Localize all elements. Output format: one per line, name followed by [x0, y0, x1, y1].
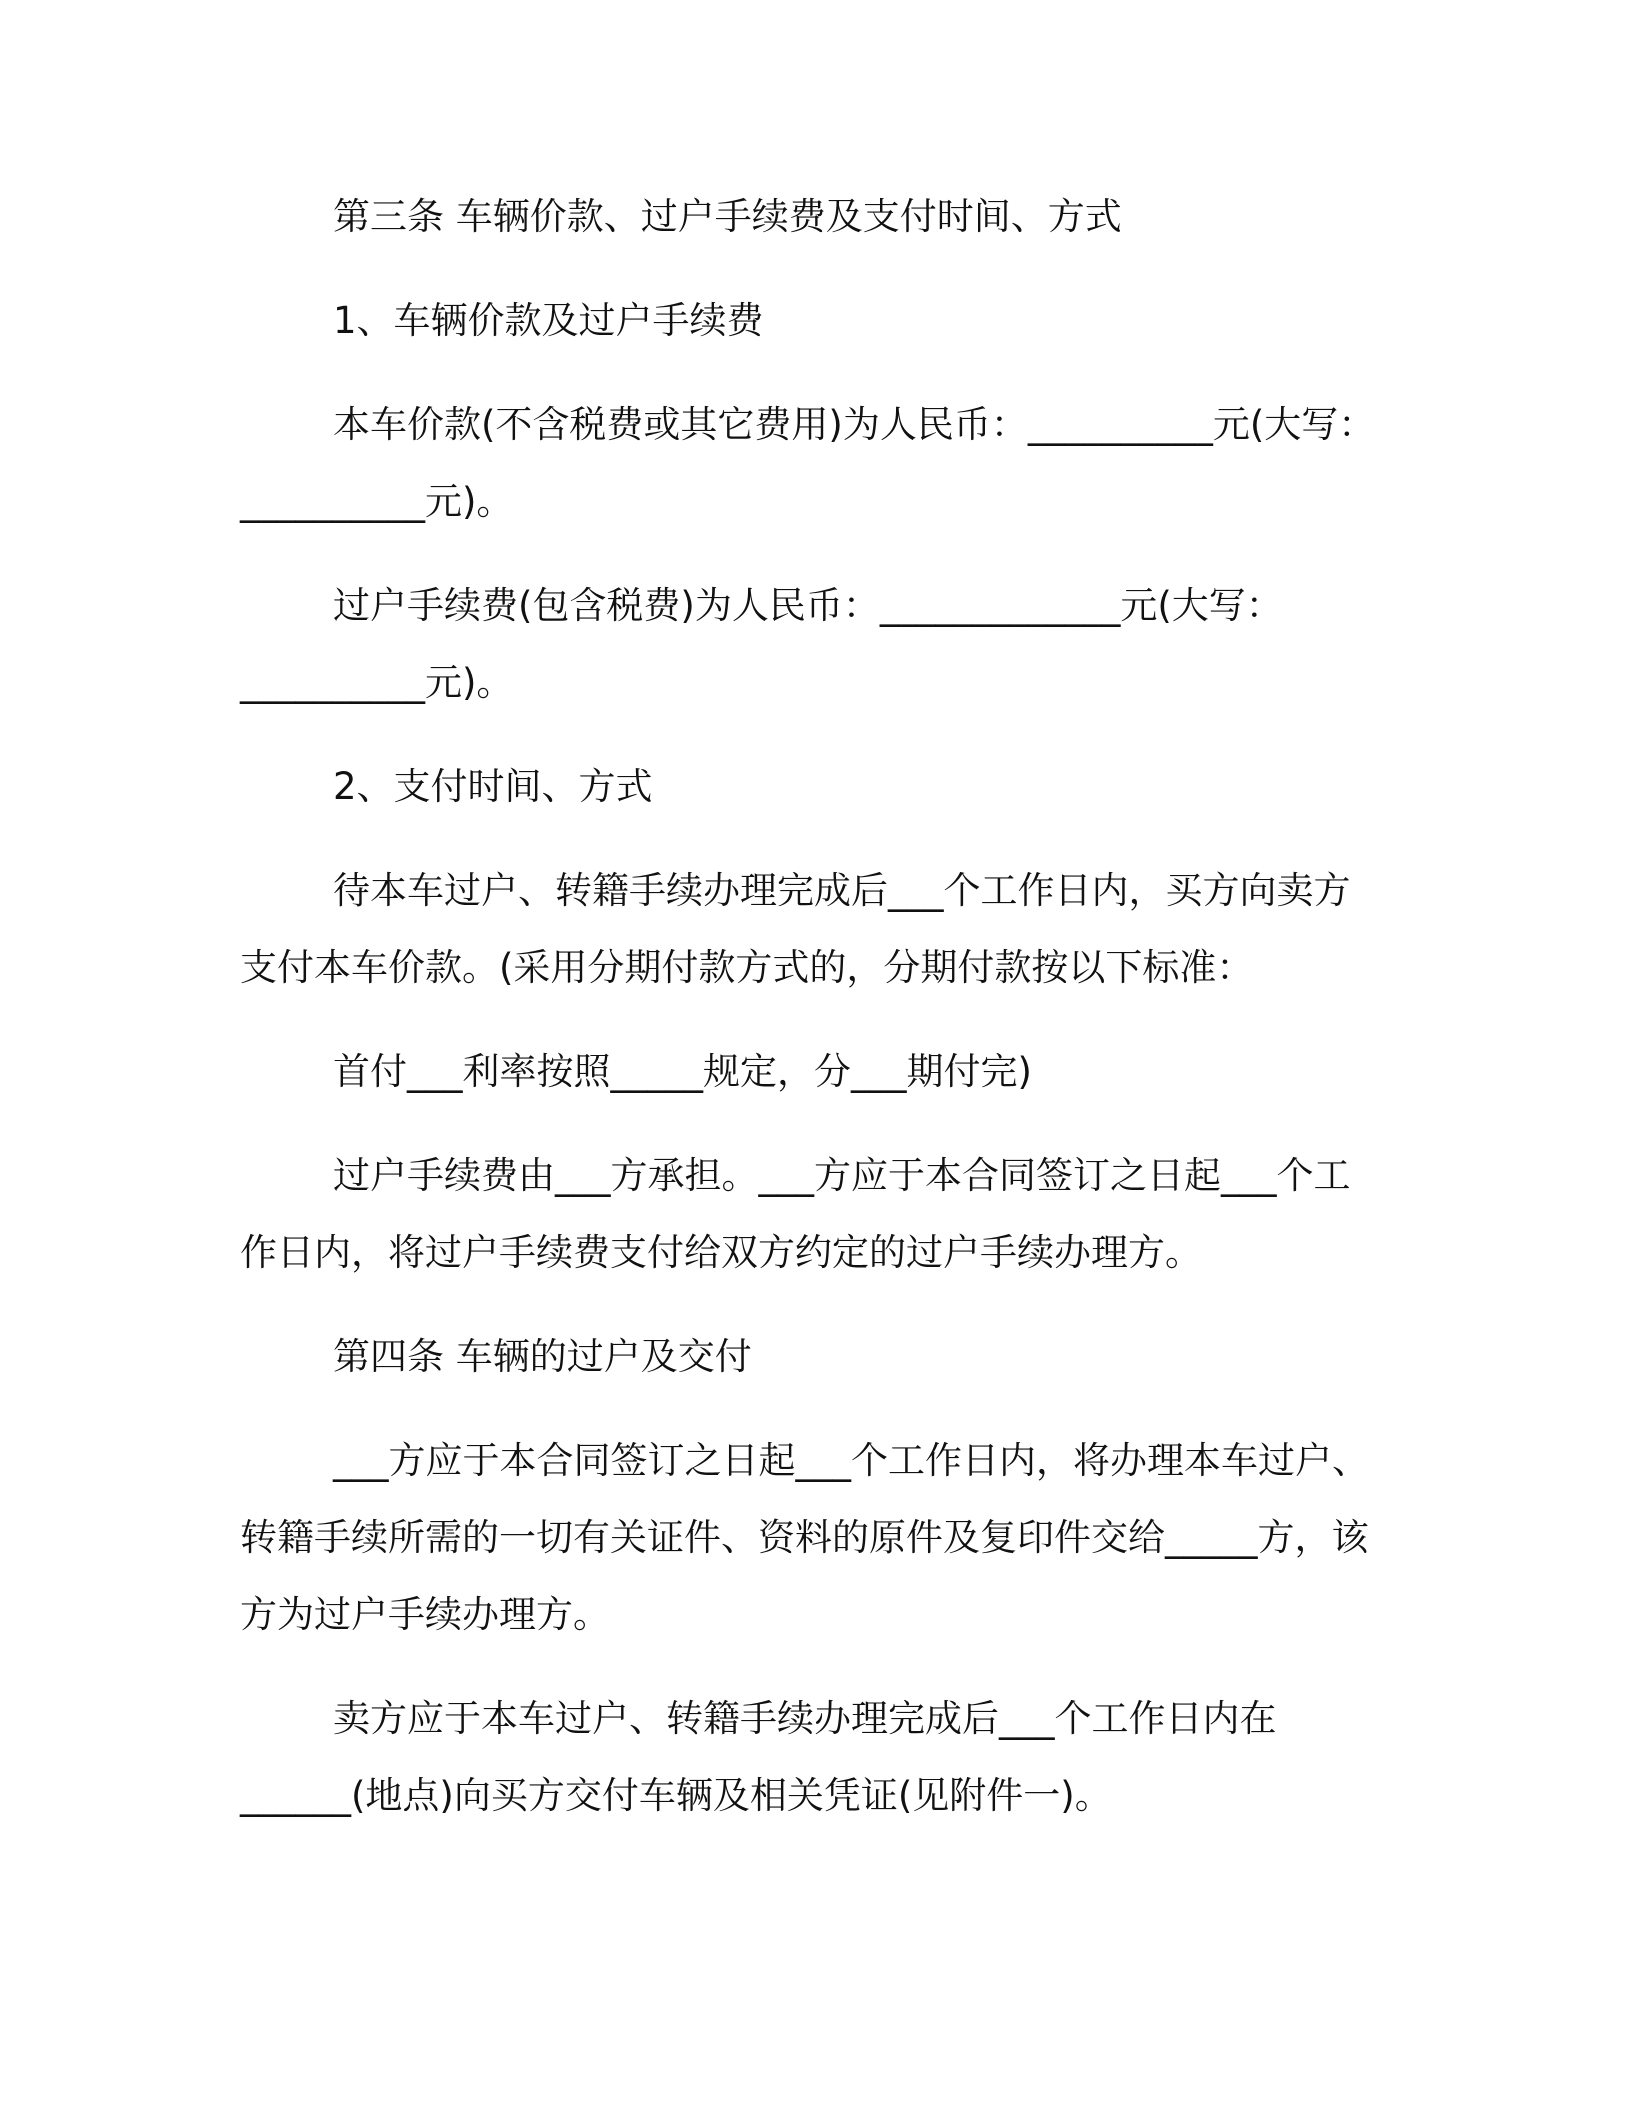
payment-line-1: 待本车过户、转籍手续办理完成后___个工作日内，买方向卖方 [333, 869, 1351, 912]
item2-heading: 2、支付时间、方式 [333, 765, 653, 808]
fee-bearer-line-1: 过户手续费由___方承担。___方应于本合同签订之日起___个工 [333, 1154, 1351, 1197]
price-line-1: 本车价款(不含税费或其它费用)为人民币：__________元(大写： [333, 403, 1376, 446]
fee-line-1: 过户手续费(包含税费)为人民币：_____________元(大写： [333, 584, 1283, 627]
transfer-line-2: 转籍手续所需的一切有关证件、资料的原件及复印件交给_____方，该 [240, 1516, 1369, 1559]
article4-heading: 第四条 车辆的过户及交付 [333, 1335, 752, 1378]
delivery-line-1: 卖方应于本车过户、转籍手续办理完成后___个工作日内在 [333, 1697, 1277, 1740]
transfer-line-1: ___方应于本合同签订之日起___个工作日内，将办理本车过户、 [333, 1439, 1369, 1482]
installment-line: 首付___利率按照_____规定，分___期付完) [333, 1050, 1032, 1093]
payment-line-2: 支付本车价款。(采用分期付款方式的，分期付款按以下标准： [240, 946, 1254, 989]
price-line-2: __________元)。 [240, 480, 514, 523]
article3-heading: 第三条 车辆价款、过户手续费及支付时间、方式 [333, 195, 1122, 238]
transfer-line-3: 方为过户手续办理方。 [240, 1593, 610, 1636]
item1-heading: 1、车辆价款及过户手续费 [333, 299, 764, 342]
fee-line-2: __________元)。 [240, 661, 514, 704]
delivery-line-2: ______(地点)向买方交付车辆及相关凭证(见附件一)。 [240, 1774, 1112, 1817]
fee-bearer-line-2: 作日内，将过户手续费支付给双方约定的过户手续办理方。 [240, 1231, 1202, 1274]
